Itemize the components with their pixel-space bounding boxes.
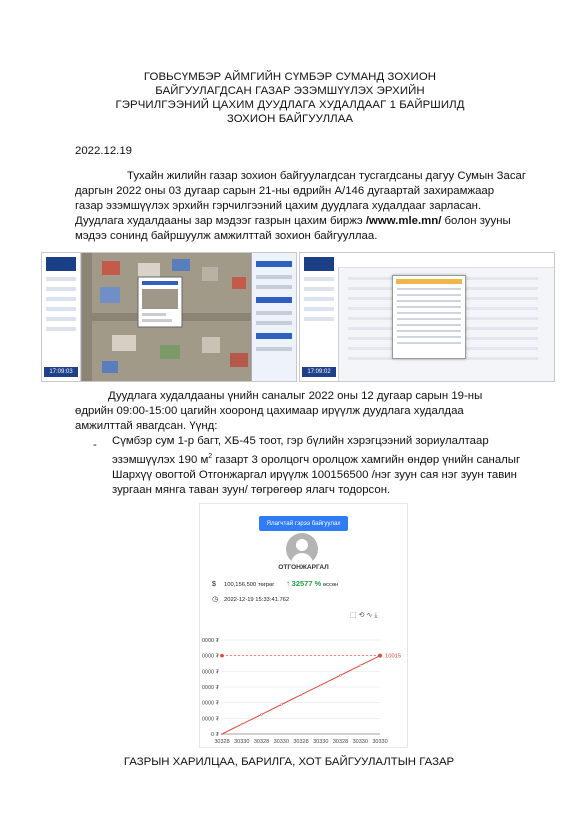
winner-name: ОТГОНЖАРГАЛ [278,564,329,571]
line-text: болон зууны [444,215,511,227]
increase-percent: 32577 % [291,579,322,588]
paragraph-line: газар эзэмшүүлэх эрхийн гэрчилгээний цахим дуудлага худалдааг зарласан. [75,200,482,212]
line-text: газарт 3 оролцогч оролцож хамгийн өндөр үнийн саналыг [212,453,521,466]
document-date: 2022.12.19 [75,145,133,157]
zoom-icon[interactable]: ⬚ [350,612,359,619]
x-tick-label: 30328 [332,739,349,745]
x-tick-label: 30328 [253,739,270,745]
x-tick-label: 30330 [273,739,289,745]
create-contract-button[interactable]: Ялагчтай гэрээ байгуулах [259,516,348,531]
timestamp: 2022-12-19 15:33:41.762 [224,597,290,603]
y-tick-label: 0000 ₮ [201,653,219,660]
x-tick-label: 30328 [293,739,309,745]
paragraph-line [75,214,541,229]
paragraph-result [75,389,541,434]
bid-point [359,665,361,667]
clock-icon: ◷ [212,596,219,603]
screenshots-strip [41,252,555,380]
paragraph-announcement [75,169,541,244]
bid-point [340,674,342,676]
bid-point [261,714,263,716]
x-tick-label: 30328 [214,739,230,745]
table-sidebar [300,253,339,381]
paragraph-line: Тухайн жилийн газар зохион байгуулагдсан тусгагдсаны дагуу Сумын Засаг [127,170,527,182]
winning-amount: 100,156,500 төгрөг [224,582,275,588]
map-screenshot [41,252,297,382]
paragraph-line: даргын 2022 оны 03 дугаар сарын 21-ны өдрийн А/146 дугаартай захирамжаар [75,185,495,197]
bullet-line: Шархүү овогтой Отгонжаргал ирүүлж 100156500 /нэг зуун сая нэг зуун тавин [112,468,517,481]
x-tick-label: 30330 [372,739,388,745]
table-clock: 17:09:02 [302,367,336,377]
map-sidebar [42,253,81,381]
y-tick-label: 0000 ₮ [201,638,219,644]
markline-label: 10015 [385,653,402,660]
arrow-up-icon: ↑ [286,579,291,588]
line-text: Дуудлага худалдааны зар мэдээг газрын цахим биржэ [75,215,363,227]
document-title [60,70,520,126]
bid-chart [200,630,407,747]
x-tick-label: 30330 [234,739,250,745]
line-text: эзэмшүүлэх 190 м [112,453,209,466]
dollar-icon: $ [212,581,216,588]
paragraph-line: өдрийн 09:00-15:00 цагийн хооронд цахимаар ирүүлж дуудлага худалдаа [75,405,464,417]
map-clock: 17:09:03 [44,367,78,377]
winner-card [199,503,408,748]
title-line-4: ЗОХИОН БАЙГУУЛЛАА [226,113,354,125]
paragraph-line: амжилттай явагдсан. Үүнд: [75,420,218,432]
bid-point [280,704,282,706]
superscript: 2 [208,453,213,460]
download-icon[interactable]: ⤓ [374,612,380,619]
markline-start-point [220,654,224,658]
reset-icon[interactable]: ⟲ [358,612,367,619]
paragraph-line: Дуудлага худалдааны үнийн саналыг 2022 оны 12 дугаар сарын 19-ны [108,390,483,402]
increase-label: өссөн [322,582,339,588]
paragraph-line: мэдээ сонинд байршуулж амжилттай зохион байгууллаа. [75,230,378,242]
bid-point [320,684,322,686]
table-logo [304,257,334,271]
bid-point [300,694,302,696]
table-screenshot [299,252,555,382]
y-tick-label: 0 ₮ [211,732,219,738]
bids-popup [392,275,466,359]
bullet-line: зургаан мянга таван зуун/ төгрөгөөр ялагч тодорсон. [112,483,391,496]
x-tick-label: 30330 [352,739,368,745]
timestamp-row [212,595,289,603]
amount-row [212,579,338,588]
y-tick-label: 0000 ₮ [201,716,219,723]
x-tick-label: 30330 [313,739,329,745]
bullet-line [112,449,542,468]
bid-point [221,733,223,735]
y-tick-label: 0000 ₮ [201,685,219,691]
title-line-1: ГОВЬСҮМБЭР АЙМГИЙН СҮМБЭР СУМАНД ЗОХИОН [143,71,437,83]
table-header-bar [338,253,554,268]
chart-toolbar [350,611,379,620]
website-link[interactable]: /www.mle.mn/ [365,215,442,227]
linechart-icon[interactable]: ∿ [366,612,375,619]
bullet-text [112,434,542,498]
markline-end-point [378,654,382,658]
bid-point [241,723,243,725]
avatar [286,533,318,565]
bullet-line: Сүмбэр сум 1-р багт, ХБ-45 тоот, гэр бүлийн хэрэгцээний зориулалтаар [112,435,489,447]
title-line-2: БАЙГУУЛАГДСАН ГАЗАР ЭЗЭМШҮҮЛЭХ ЭРХИЙН [155,85,425,97]
footer-department: ГАЗРЫН ХАРИЛЦАА, БАРИЛГА, ХОТ БАЙГУУЛАЛТЫН ГАЗАР [123,756,455,768]
map-info-panel [251,253,296,381]
bullet-marker: - [93,439,97,451]
map-logo [46,257,76,271]
y-tick-label: 0000 ₮ [201,669,219,676]
title-line-3: ГЭРЧИЛГЭЭНИЙ ЦАХИМ ДУУДЛАГА ХУДАЛДААГ 1 БАЙРШИЛД [115,99,465,111]
y-tick-label: 0000 ₮ [201,700,219,707]
